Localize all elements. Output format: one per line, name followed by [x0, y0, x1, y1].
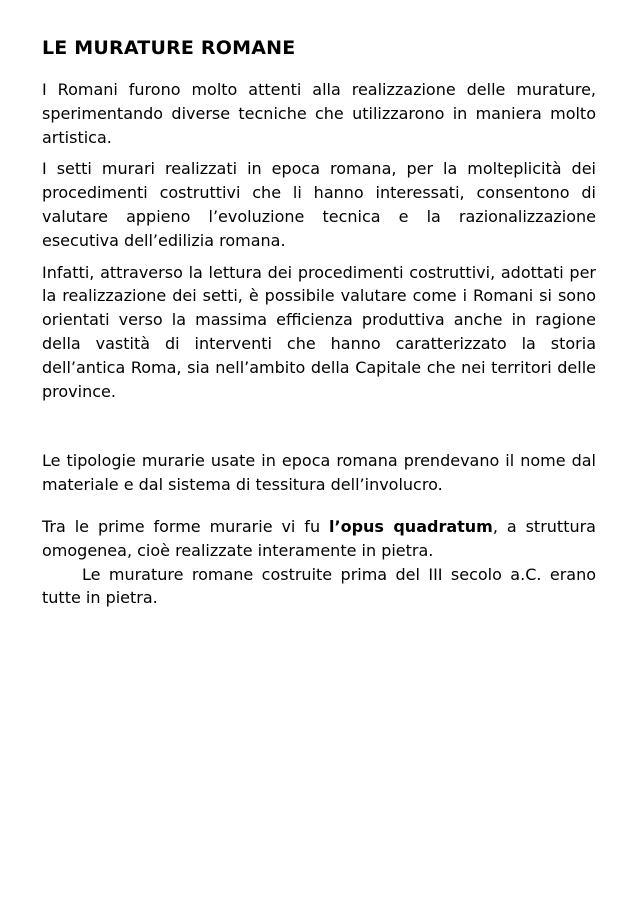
- opus-quadratum-term: l’opus quadratum: [329, 516, 493, 536]
- paragraph-opus-quadratum: [42, 515, 596, 563]
- opus-text-after: , a struttura omogenea, cioè realizzate interamente in pietra.: [42, 516, 596, 560]
- paragraph-intro: I Romani furono molto attenti alla realizzazione delle murature, sperimentando diverse tecniche che utilizzarono in maniera molto artistica.: [42, 80, 596, 147]
- paragraph-closing: Le murature romane costruite prima del III secolo a.C. erano tutte in pietra.: [42, 564, 596, 608]
- paragraph-procedimenti: Infatti, attraverso la lettura dei procedimenti costruttivi, adottati per la realizzazione dei setti, è possibile valutare come i Romani si sono orientati verso la massima efficienza produttiva anche in ragione della vastità di interventi che hanno caratterizzato la storia dell’antica Roma, sia nell’ambito della Capitale che nei territori delle province.: [42, 262, 596, 401]
- paragraph-tipologie: Le tipologie murarie usate in epoca romana prendevano il nome dal materiale e dal sistema di tessitura dell’involucro.: [42, 451, 596, 495]
- page-title: LE MURATURE ROMANE: [42, 37, 296, 59]
- opus-text-before: Tra le prime forme murarie vi fu: [42, 516, 330, 536]
- paragraph-setti-murari: I setti murari realizzati in epoca romana, per la molteplicità dei procedimenti costruttivi che li hanno interessati, consentono di valutare appieno l’evoluzione tecnica e la razionalizzazione esecutiva dell’edilizia romana.: [42, 159, 596, 250]
- document-page: [42, 36, 596, 618]
